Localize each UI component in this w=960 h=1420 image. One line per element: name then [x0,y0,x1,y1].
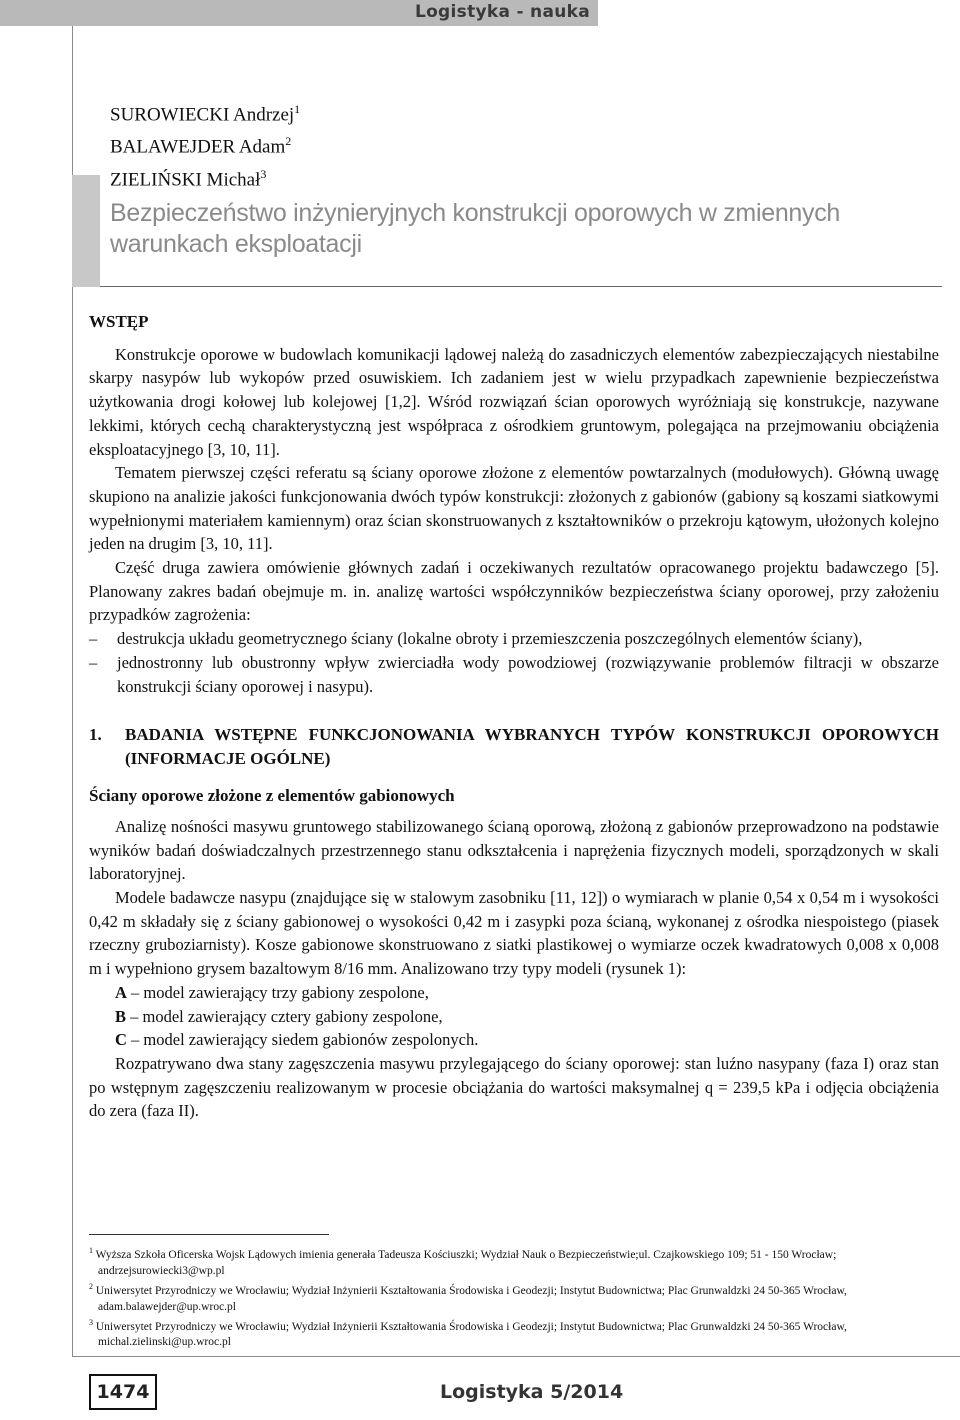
footnote: $^2$ Uniwersytet Przyrodniczy we Wrocławiu; Wydział Inżynierii Kształtowania Środowiska i Geodezji; Instytut Budownictwa; Plac Grunwaldzki 24 50-365 Wrocław, adam.balawejder@up.wroc.pl [89,1281,847,1313]
paragraph: Tematem pierwszej części referatu są ściany oporowe złożone z elementów powtarzalnych (modułowych). Główną uwagę skupiono na analizie jakości funkcjonowania dwóch typów konstrukcji: złożonych z gabionów (gabiony są koszami siatkowymi wypełnionymi materiałem kamiennym) oraz ścian skonstruowanych z kształtowników o przekroju kątowym, ułożonych kolejno jeden na drugim [3, 10, 11]. [89,463,939,554]
footnotes [89,1243,939,1350]
model-item: A – model zawierający trzy gabiony zespolone, [115,982,429,1002]
title-accent-box [72,175,100,287]
footnote-rule [89,1234,329,1235]
author: SUROWIECKI Andrzej$^1$ [110,102,301,126]
hazard-list [89,627,939,698]
paragraph: Rozpatrywano dwa stany zagęszczenia masywu przylegającego do ściany oporowej: stan luźno nasypany (faza I) oraz stan po wstępnym zagęszczeniu realizowanym w procesie obciążania do wartości maksymalnej q = 239,5 kPa i odjęcia obciążenia do zera (faza II). [89,1053,939,1121]
paper-title: Bezpieczeństwo inżynieryjnych konstrukcji oporowych w zmiennych warunkach eksploatacji [110,199,841,258]
header-bar-blank [598,0,960,26]
section-title: BADANIA WSTĘPNE FUNKCJONOWANIA WYBRANYCH TYPÓW KONSTRUKCJI OPOROWYCH (INFORMACJE OGÓLNE) [125,725,939,769]
journal-issue: Logistyka 5/2014 [440,1381,624,1403]
author: BALAWEJDER Adam$^2$ [110,134,292,158]
section-label: Logistyka - nauka [414,2,590,22]
list-item: – destrukcja układu geometrycznego ściany (lokalne obroty i przemieszczenia poszczególnych elementów ściany), [89,627,939,651]
paragraph: Modele badawcze nasypu (znajdujące się w stalowym zasobniku [11, 12]) o wymiarach w planie 0,54 x 0,54 m i wysokości 0,42 m składały się z ściany gabionowej o wysokości 0,42 m i zasypki poza ścianą, wykonanej z ośrodka niespoistego (piasek rzeczny gruboziarnisty). Kosze gabionowe skonstruowano z siatki plastikowej o wymiarze oczek kwadratowych 0,008 x 0,008 m i wypełniono grysem bazaltowym 8/16 mm. Analizowano trzy typy modeli (rysunek 1): [89,888,939,979]
title-rule [100,286,942,287]
article-body [89,310,939,1123]
paragraph: Analizę nośności masywu gruntowego stabilizowanego ścianą oporową, złożoną z gabionów przeprowadzono na podstawie wyników badań doświadczalnych przestrzennego stanu odkształcenia i naprężenia fizycznych modeli, sporządzonych w skali laboratoryjnej. [89,816,939,884]
section-heading [89,723,939,771]
footnote: $^3$ Uniwersytet Przyrodniczy we Wrocławiu; Wydział Inżynierii Kształtowania Środowiska i Geodezji; Instytut Budownictwa; Plac Grunwaldzki 24 50-365 Wrocław, michal.zielinski@up.wroc.pl [89,1317,847,1349]
author: ZIELIŃSKI Michał$^3$ [110,166,267,190]
paragraph: Konstrukcje oporowe w budowlach komunikacji lądowej należą do zasadniczych elementów zabezpieczających niestabilne skarpy nasypów lub wykopów przed osuwiskiem. Ich zadaniem jest w wielu przypadkach zapewnienie bezpieczeństwa użytkowania drogi kołowej lub kolejowej [1,2]. Wśród rozwiązań ścian oporowych wyróżniają się konstrukcje, nazywane lekkimi, których cechą charakterystyczną jest współpraca z ośrodkiem gruntowym, polegająca na przejmowaniu obciążenia eksploatacyjnego [3, 10, 11]. [89,344,939,459]
section-number: 1. [89,725,102,745]
paragraph: Część druga zawiera omówienie głównych zadań i oczekiwanych rezultatów opracowanego projektu badawczego [5]. Planowany zakres badań obejmuje m. in. analizę wartości współczynników bezpieczeństwa ściany oporowej, przy założeniu przypadków zagrożenia: [89,558,939,625]
model-item: B – model zawierający cztery gabiony zespolone, [115,1006,443,1026]
footnote: $^1$ Wyższa Szkoła Oficerska Wojsk Lądowych imienia generała Tadeusza Kościuszki; Wydział Nauk o Bezpieczeństwie;ul. Czajkowskiego 109; 51 - 150 Wrocław; andrzejsurowiecki3@wp.pl [89,1246,837,1277]
model-item: C – model zawierający siedem gabionów zespolonych. [115,1030,479,1050]
list-item: – jednostronny lub obustronny wpływ zwierciadła wody powodziowej (rozwiązywanie problemów filtracji w obszarze konstrukcji ściany oporowej i nasypu). [89,651,939,698]
intro-heading: WSTĘP [89,312,149,331]
page-number: 1474 [89,1374,157,1410]
subsection-heading: Ściany oporowe złożone z elementów gabionowych [89,786,455,806]
author-list [110,96,300,193]
